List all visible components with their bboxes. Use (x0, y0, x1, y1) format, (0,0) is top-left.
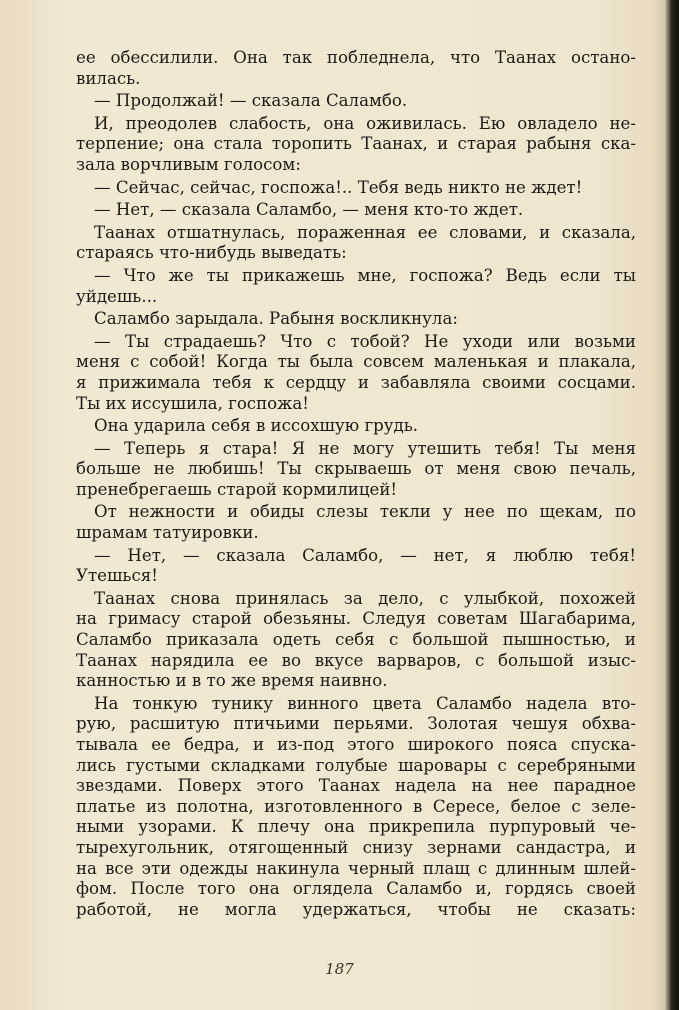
text-line: Утешься! (76, 566, 158, 586)
text-line: Саламбо зарыдала. Рабыня воскликнула: (94, 309, 458, 329)
text-line: на все эти одежды накинула черный плащ с длинным шлей- (76, 858, 636, 878)
paragraph (76, 223, 636, 264)
text-line: шрамам татуировки. (76, 523, 259, 543)
text-line: — Ты страдаешь? Что с тобой? Не уходи или возьми (94, 331, 636, 351)
paragraph (76, 309, 636, 330)
paragraph (76, 546, 636, 587)
text-line: тырехугольник, отягощенный снизу зернами сандастра, и (76, 837, 636, 857)
text-line: больше не любишь! Ты скрываешь от меня свою печаль, (76, 459, 636, 479)
paragraph (76, 416, 636, 437)
text-line: От нежности и обиды слезы текли у нее по щекам, по (94, 502, 636, 522)
text-line: Она ударила себя в иссохшую грудь. (94, 416, 419, 436)
text-line: ными узорами. К плечу она прикрепила пурпуровый че- (76, 817, 636, 837)
paragraph (76, 48, 636, 89)
text-line: рую, расшитую птичьими перьями. Золотая чешуя обхва- (76, 714, 636, 734)
text-line: звездами. Поверх этого Таанах надела на нее парадное (76, 776, 636, 796)
text-line: тывала ее бедра, и из-под этого широкого пояса спуска- (76, 735, 636, 754)
text-line: стараясь что-нибудь выведать: (76, 243, 347, 263)
paragraph (76, 178, 636, 199)
text-line: Таанах отшатнулась, пораженная ее словами, и сказала, (94, 222, 636, 242)
text-line: фом. После того она оглядела Саламбо и, гордясь своей (76, 879, 636, 899)
text-line: На тонкую тунику винного цвета Саламбо надела вто- (94, 693, 636, 713)
paragraph (76, 694, 636, 921)
text-line: — Продолжай! — сказала Саламбо. (94, 91, 408, 111)
text-line: я прижимала тебя к сердцу и забавляла своими сосцами. (76, 372, 636, 392)
text-line: Таанах нарядила ее во вкусе варваров, с большой изыс- (76, 650, 636, 670)
text-line: Саламбо приказала одеть себя с большой пышностью, и (76, 630, 636, 650)
text-line: уйдешь... (76, 286, 158, 306)
text-line: — Сейчас, сейчас, госпожа!.. Тебя ведь никто не ждет! (94, 177, 583, 197)
paragraph (76, 114, 636, 176)
text-line: — Что же ты прикажешь мне, госпожа? Ведь если ты (94, 265, 636, 285)
paragraph (76, 589, 636, 692)
text-line: терпение; она стала торопить Таанах, и старая рабыня ска- (76, 134, 636, 154)
text-line: вилась. (76, 68, 141, 88)
paragraph (76, 502, 636, 543)
text-line: платье из полотна, изготовленного в Сересе, белое с зеле- (76, 796, 636, 816)
paragraph (76, 200, 636, 221)
text-line: лись густыми складками голубые шаровары с серебряными (76, 755, 636, 775)
paragraph (76, 266, 636, 307)
text-line: канностью и в то же время наивно. (76, 671, 388, 691)
page-number: 187 (325, 960, 354, 978)
paragraph (76, 332, 636, 414)
text-line: ее обессилили. Она так побледнела, что Таанах остано- (76, 48, 636, 67)
page-body (76, 48, 636, 922)
text-line: — Нет, — сказала Саламбо, — нет, я люблю тебя! (94, 545, 636, 565)
book-binding-shadow (653, 0, 679, 1010)
text-line: на гримасу старой обезьяны. Следуя советам Шагабарима, (76, 609, 636, 629)
text-line: меня с собой! Когда ты была совсем маленькая и плакала, (76, 352, 636, 372)
text-line: И, преодолев слабость, она оживилась. Ею овладело не- (94, 113, 636, 133)
text-line: работой, не могла удержаться, чтобы не сказать: (76, 899, 636, 919)
paragraph (76, 439, 636, 501)
text-line: Ты их иссушила, госпожа! (76, 393, 309, 413)
text-line: Таанах снова принялась за дело, с улыбкой, похожей (94, 588, 636, 608)
text-line: — Нет, — сказала Саламбо, — меня кто-то ждет. (94, 200, 524, 220)
paragraph (76, 91, 636, 112)
text-line: зала ворчливым голосом: (76, 154, 301, 174)
text-line: пренебрегаешь старой кормилицей! (76, 479, 398, 499)
text-line: — Теперь я стара! Я не могу утешить тебя! Ты меня (94, 438, 636, 458)
